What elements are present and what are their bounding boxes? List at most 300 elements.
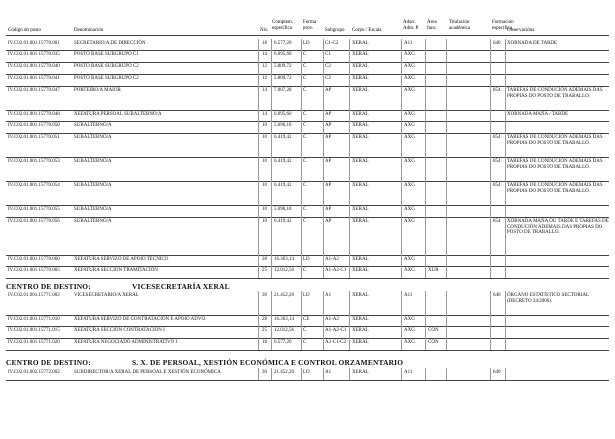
column-divider	[271, 291, 272, 315]
column-divider	[490, 315, 491, 326]
column-divider	[401, 368, 402, 380]
cell-denominacion: PORTEIRO/A MAIOR	[74, 88, 121, 93]
column-divider	[490, 181, 491, 205]
header-divider	[6, 35, 609, 36]
column-divider	[258, 121, 259, 133]
column-divider	[271, 110, 272, 121]
column-divider	[301, 266, 302, 278]
column-divider	[323, 255, 324, 266]
column-divider	[271, 326, 272, 338]
column-divider	[505, 255, 506, 266]
cell-corpo: XERAL	[352, 183, 369, 188]
column-divider	[258, 74, 259, 86]
column-divider	[425, 74, 426, 86]
cell-forma: C	[303, 159, 307, 164]
cell-codigo: IV.C02.01.001.15771.020	[8, 340, 60, 345]
column-divider	[301, 86, 302, 110]
cell-denominacion: XEFATURA SERVIZO DE CONTRATACIÓN E APOIO ADVO.	[74, 317, 207, 322]
table-row	[0, 315, 615, 326]
column-divider	[490, 86, 491, 110]
column-divider	[301, 133, 302, 157]
column-divider	[349, 121, 350, 133]
header-observacions: Observacións	[507, 28, 535, 33]
cell-complemento: 21.452,20	[274, 370, 294, 375]
column-divider	[301, 74, 302, 86]
cell-denominacion: SUBALTERNO/A	[74, 159, 112, 164]
cell-forma: C	[303, 328, 307, 333]
cell-adscricion: A11	[404, 293, 413, 298]
cell-corpo: XERAL	[352, 268, 369, 273]
cell-nivel: 28	[262, 317, 267, 322]
cell-observacions: XORNADA MAÑA / TARDE	[507, 112, 569, 117]
cell-complemento: 12.012,56	[274, 328, 294, 333]
table-row	[0, 181, 615, 205]
column-divider	[425, 338, 426, 350]
cell-denominacion: XEFATURA SECCIÓN TRAMITACIÓN	[74, 268, 158, 273]
column-divider	[490, 255, 491, 266]
column-divider	[505, 217, 506, 255]
column-divider	[401, 338, 402, 350]
cell-forma: C	[303, 268, 307, 273]
cell-subgrupo: A1	[325, 293, 332, 298]
cell-corpo: XERAL	[352, 135, 369, 140]
cell-complemento: 5.696,18	[274, 207, 292, 212]
column-divider	[271, 157, 272, 181]
column-divider	[258, 315, 259, 326]
column-divider	[323, 133, 324, 157]
centro-de-destino-heading	[6, 358, 404, 367]
centro-de-destino-heading	[6, 282, 230, 291]
cell-subgrupo: A1-A2	[325, 257, 339, 262]
cell-subgrupo: C1	[325, 52, 331, 57]
cell-codigo: IV.C02.01.001.15771.010	[8, 317, 60, 322]
cell-corpo: XERAL	[352, 41, 369, 46]
cell-observacions: TAREFAS DE CONDUCIÓN ADEMAIS DAS PROPIAS DO POSTO DE TRABALLO.	[507, 159, 603, 170]
column-divider	[425, 255, 426, 266]
header-corpo: Corpo / Escala	[352, 28, 382, 33]
column-divider	[258, 205, 259, 217]
column-divider	[505, 157, 506, 181]
column-divider	[490, 110, 491, 121]
column-divider	[446, 121, 447, 133]
cell-subgrupo: AP	[325, 183, 332, 188]
column-divider	[301, 291, 302, 315]
column-divider	[490, 133, 491, 157]
column-divider	[301, 217, 302, 255]
column-divider	[323, 266, 324, 278]
column-divider	[401, 217, 402, 255]
cell-nivel: 14	[262, 88, 267, 93]
header-complemento: Complem. específico	[272, 20, 293, 31]
column-divider	[301, 338, 302, 350]
column-divider	[425, 217, 426, 255]
column-divider	[258, 157, 259, 181]
column-divider	[490, 291, 491, 315]
cell-nivel: 10	[262, 123, 267, 128]
cell-nivel: 25	[262, 328, 267, 333]
centro-name: S. X. DE PERSOAL, XESTIÓN ECONÓMICA E CONTROL ORZAMENTARIO	[132, 358, 404, 367]
cell-nivel: 30	[262, 370, 267, 375]
column-divider	[505, 50, 506, 62]
cell-area: CON	[428, 328, 439, 333]
cell-formacion: 854	[493, 159, 501, 164]
cell-codigo: IV.C02.01.001.15770.047	[8, 88, 60, 93]
column-divider	[349, 62, 350, 74]
column-divider	[425, 181, 426, 205]
cell-nivel: 10	[262, 183, 267, 188]
cell-denominacion: SUBALTERNO/A	[74, 219, 112, 224]
column-divider	[401, 315, 402, 326]
column-divider	[349, 368, 350, 380]
column-divider	[323, 157, 324, 181]
cell-codigo: IV.C02.01.001.15771.002	[8, 293, 60, 298]
column-divider	[349, 50, 350, 62]
cell-adscricion: A11	[404, 41, 413, 46]
header-codigo: Código do posto	[8, 28, 42, 33]
table-row	[0, 326, 615, 338]
column-divider	[446, 315, 447, 326]
column-divider	[271, 368, 272, 380]
column-divider	[425, 50, 426, 62]
column-divider	[505, 62, 506, 74]
column-divider	[401, 291, 402, 315]
column-divider	[446, 62, 447, 74]
cell-codigo: IV.C02.01.001.15770.056	[8, 219, 60, 224]
cell-adscricion: AXG	[404, 268, 415, 273]
column-divider	[301, 315, 302, 326]
cell-codigo: IV.C02.01.001.15770.055	[8, 207, 60, 212]
cell-observacions: XORNADA MAÑA OU TARDE E TAREFAS DE CONDUCIÓN ADEMAIS DAS PROPIAS DO POSTO DE TRABALLO.	[507, 219, 609, 236]
cell-adscricion: AXG	[404, 135, 415, 140]
cell-adscricion: AXG	[404, 317, 415, 322]
column-divider	[271, 181, 272, 205]
column-divider	[425, 315, 426, 326]
centro-name: VICESECRETARÍA XERAL	[132, 282, 230, 291]
cell-forma: LD	[303, 293, 310, 298]
column-divider	[349, 110, 350, 121]
column-divider	[505, 181, 506, 205]
cell-adscricion: AXG	[404, 159, 415, 164]
cell-subgrupo: AP	[325, 135, 332, 140]
column-divider	[301, 39, 302, 50]
column-divider	[349, 291, 350, 315]
cell-nivel: 14	[262, 112, 267, 117]
column-divider	[349, 86, 350, 110]
column-divider	[349, 181, 350, 205]
cell-corpo: XERAL	[352, 76, 369, 81]
column-divider	[446, 326, 447, 338]
column-divider	[490, 50, 491, 62]
column-divider	[505, 368, 506, 380]
column-divider	[323, 86, 324, 110]
cell-observacions: TAREFAS DE CONDUCIÓN ADEMAIS DAS PROPIAS DO POSTO DE TRABALLO.	[507, 135, 603, 146]
column-divider	[258, 291, 259, 315]
cell-nivel: 10	[262, 219, 267, 224]
column-divider	[301, 368, 302, 380]
column-divider	[401, 181, 402, 205]
table-row	[0, 133, 615, 157]
column-divider	[425, 205, 426, 217]
cell-denominacion: XEFATURA SERVIZO DE APOIO TÉCNICO	[74, 257, 169, 262]
cell-corpo: XERAL	[352, 159, 369, 164]
table-row	[0, 157, 615, 181]
cell-corpo: XERAL	[352, 370, 369, 375]
cell-area: CON	[428, 340, 439, 345]
cell-formacion: 854	[493, 183, 501, 188]
header-nivel: Niv.	[260, 28, 269, 33]
table-row	[0, 255, 615, 266]
cell-codigo: IV.C02.01.001.15770.001	[8, 41, 60, 46]
column-divider	[490, 205, 491, 217]
cell-observacions: TAREFAS DE CONDUCIÓN ADEMAIS DAS PROPIAS DO POSTO DE TRABALLO.	[507, 88, 603, 99]
cell-denominacion: POSTO BASE SUBGRUPO C1	[74, 52, 139, 57]
column-divider	[323, 205, 324, 217]
cell-adscricion: AXG	[404, 328, 415, 333]
column-divider	[349, 133, 350, 157]
column-divider	[258, 368, 259, 380]
column-divider	[425, 133, 426, 157]
column-divider	[446, 266, 447, 278]
centro-label: CENTRO DE DESTINO:	[6, 282, 91, 291]
cell-forma: C	[303, 64, 307, 69]
cell-adscricion: AXG	[404, 52, 415, 57]
cell-adscricion: AXG	[404, 123, 415, 128]
header-formacion: Formación específica	[492, 20, 514, 31]
column-divider	[323, 291, 324, 315]
cell-subgrupo: C2	[325, 76, 331, 81]
column-divider	[258, 326, 259, 338]
column-divider	[425, 291, 426, 315]
header-forma: Forma prov.	[303, 20, 317, 31]
column-divider	[301, 121, 302, 133]
cell-denominacion: SUBALTERNO/A	[74, 123, 112, 128]
cell-codigo: IV.C02.01.001.15771.015	[8, 328, 60, 333]
cell-nivel: 18	[262, 41, 267, 46]
column-divider	[271, 86, 272, 110]
column-divider	[301, 50, 302, 62]
column-divider	[401, 62, 402, 74]
cell-complemento: 5.696,18	[274, 123, 292, 128]
cell-complemento: 6.095,60	[274, 52, 292, 57]
column-divider	[490, 338, 491, 350]
cell-forma: CE	[303, 317, 310, 322]
cell-denominacion: XEFATURA NEGOCIADO ADMINISTRATIVO I	[74, 340, 178, 345]
cell-forma: C	[303, 76, 307, 81]
column-divider	[446, 291, 447, 315]
column-divider	[446, 217, 447, 255]
column-divider	[425, 266, 426, 278]
column-divider	[258, 133, 259, 157]
column-divider	[505, 338, 506, 350]
cell-corpo: XERAL	[352, 317, 369, 322]
cell-nivel: 25	[262, 268, 267, 273]
table-row	[0, 368, 615, 380]
column-divider	[401, 110, 402, 121]
column-divider	[401, 266, 402, 278]
column-divider	[446, 255, 447, 266]
table-row	[0, 121, 615, 133]
cell-subgrupo: AP	[325, 123, 332, 128]
cell-complemento: 16.303,14	[274, 257, 294, 262]
column-divider	[323, 62, 324, 74]
column-divider	[323, 121, 324, 133]
column-divider	[258, 110, 259, 121]
column-divider	[349, 255, 350, 266]
cell-corpo: XERAL	[352, 257, 369, 262]
cell-codigo: IV.C02.01.002.15772.002	[8, 370, 60, 375]
column-divider	[446, 368, 447, 380]
column-divider	[349, 205, 350, 217]
column-divider	[349, 326, 350, 338]
column-divider	[446, 86, 447, 110]
table-row	[0, 110, 615, 121]
column-divider	[505, 133, 506, 157]
column-divider	[505, 315, 506, 326]
cell-corpo: XERAL	[352, 52, 369, 57]
column-divider	[271, 255, 272, 266]
column-divider	[258, 338, 259, 350]
row-divider	[6, 278, 609, 279]
column-divider	[401, 39, 402, 50]
column-divider	[258, 217, 259, 255]
column-divider	[425, 86, 426, 110]
table-row	[0, 291, 615, 315]
cell-complemento: 6.419,42	[274, 159, 292, 164]
column-divider	[301, 157, 302, 181]
table-row	[0, 50, 615, 62]
column-divider	[490, 368, 491, 380]
cell-adscricion: AXG	[404, 112, 415, 117]
cell-codigo: IV.C02.01.001.15770.065	[8, 268, 60, 273]
cell-nivel: 12	[262, 64, 267, 69]
cell-formacion: 640	[493, 293, 501, 298]
cell-subgrupo: A1	[325, 370, 332, 375]
column-divider	[323, 368, 324, 380]
cell-forma: LD	[303, 370, 310, 375]
cell-corpo: XERAL	[352, 293, 369, 298]
column-divider	[446, 157, 447, 181]
cell-complemento: 6.419,42	[274, 135, 292, 140]
cell-subgrupo: AP	[325, 159, 332, 164]
header-subgrupo: Subgrupo	[325, 28, 345, 33]
cell-forma: C	[303, 123, 307, 128]
row-divider	[6, 380, 609, 381]
cell-adscricion: AXG	[404, 219, 415, 224]
cell-adscricion: AXG	[404, 340, 415, 345]
cell-adscricion: AXG	[404, 76, 415, 81]
column-divider	[490, 266, 491, 278]
column-divider	[323, 181, 324, 205]
column-divider	[271, 74, 272, 86]
column-divider	[258, 50, 259, 62]
column-divider	[323, 110, 324, 121]
column-divider	[323, 217, 324, 255]
cell-formacion: 640	[493, 41, 501, 46]
cell-nivel: 10	[262, 135, 267, 140]
cell-denominacion: SUBALTERNO/A	[74, 207, 112, 212]
cell-forma: C	[303, 52, 307, 57]
header-adscricion: Adscr. Adm. P.	[403, 20, 419, 31]
column-divider	[323, 326, 324, 338]
column-divider	[446, 74, 447, 86]
column-divider	[505, 39, 506, 50]
column-divider	[505, 326, 506, 338]
cell-corpo: XERAL	[352, 64, 369, 69]
column-divider	[271, 217, 272, 255]
cell-denominacion: SUBALTERNO/A	[74, 183, 112, 188]
column-divider	[490, 62, 491, 74]
cell-corpo: XERAL	[352, 219, 369, 224]
cell-codigo: IV.C02.01.001.15770.048	[8, 112, 60, 117]
column-divider	[323, 39, 324, 50]
column-divider	[349, 266, 350, 278]
cell-formacion: 854	[493, 219, 501, 224]
cell-forma: C	[303, 135, 307, 140]
cell-subgrupo: A2-C1-C2	[325, 340, 347, 345]
cell-codigo: IV.C02.01.001.15770.040	[8, 64, 60, 69]
table-row	[0, 39, 615, 50]
table-row	[0, 266, 615, 278]
column-divider	[301, 326, 302, 338]
column-divider	[401, 326, 402, 338]
cell-adscricion: AXG	[404, 183, 415, 188]
cell-codigo: IV.C02.01.001.15770.050	[8, 123, 60, 128]
cell-forma: LD	[303, 41, 310, 46]
cell-formacion: 640	[493, 370, 501, 375]
column-divider	[349, 338, 350, 350]
table-row	[0, 74, 615, 86]
column-divider	[258, 62, 259, 74]
cell-complemento: 21.452,20	[274, 293, 294, 298]
column-divider	[490, 39, 491, 50]
cell-codigo: IV.C02.01.001.15770.041	[8, 76, 60, 81]
cell-formacion: 854	[493, 135, 501, 140]
column-divider	[401, 50, 402, 62]
column-divider	[505, 86, 506, 110]
cell-complemento: 16.303,14	[274, 317, 294, 322]
header-area: Área func.	[427, 20, 438, 31]
table-row	[0, 205, 615, 217]
cell-complemento: 5.809,72	[274, 76, 292, 81]
cell-observacions: ÓRGANO ESTATÍSTICO SECTORIAL (DECRETO 24/2006).	[507, 293, 589, 304]
cell-complemento: 6.577,20	[274, 41, 292, 46]
column-divider	[271, 121, 272, 133]
cell-nivel: 14	[262, 52, 267, 57]
cell-corpo: XERAL	[352, 328, 369, 333]
cell-nivel: 28	[262, 257, 267, 262]
column-divider	[301, 205, 302, 217]
column-divider	[490, 74, 491, 86]
column-divider	[505, 121, 506, 133]
column-divider	[271, 39, 272, 50]
column-divider	[401, 205, 402, 217]
column-divider	[349, 217, 350, 255]
column-divider	[401, 74, 402, 86]
cell-forma: C	[303, 88, 307, 93]
cell-codigo: IV.C02.01.001.15770.035	[8, 52, 60, 57]
column-divider	[301, 62, 302, 74]
column-divider	[446, 205, 447, 217]
row-divider	[6, 350, 609, 351]
header-denominacion: Denominación	[74, 28, 104, 33]
column-divider	[490, 217, 491, 255]
column-divider	[446, 39, 447, 50]
cell-complemento: 12.012,56	[274, 268, 294, 273]
column-divider	[349, 74, 350, 86]
cell-denominacion: POSTO BASE SUBGRUPO C2	[74, 76, 139, 81]
cell-denominacion: VICESECRETARIO/A XERAL	[74, 293, 139, 298]
column-divider	[505, 110, 506, 121]
